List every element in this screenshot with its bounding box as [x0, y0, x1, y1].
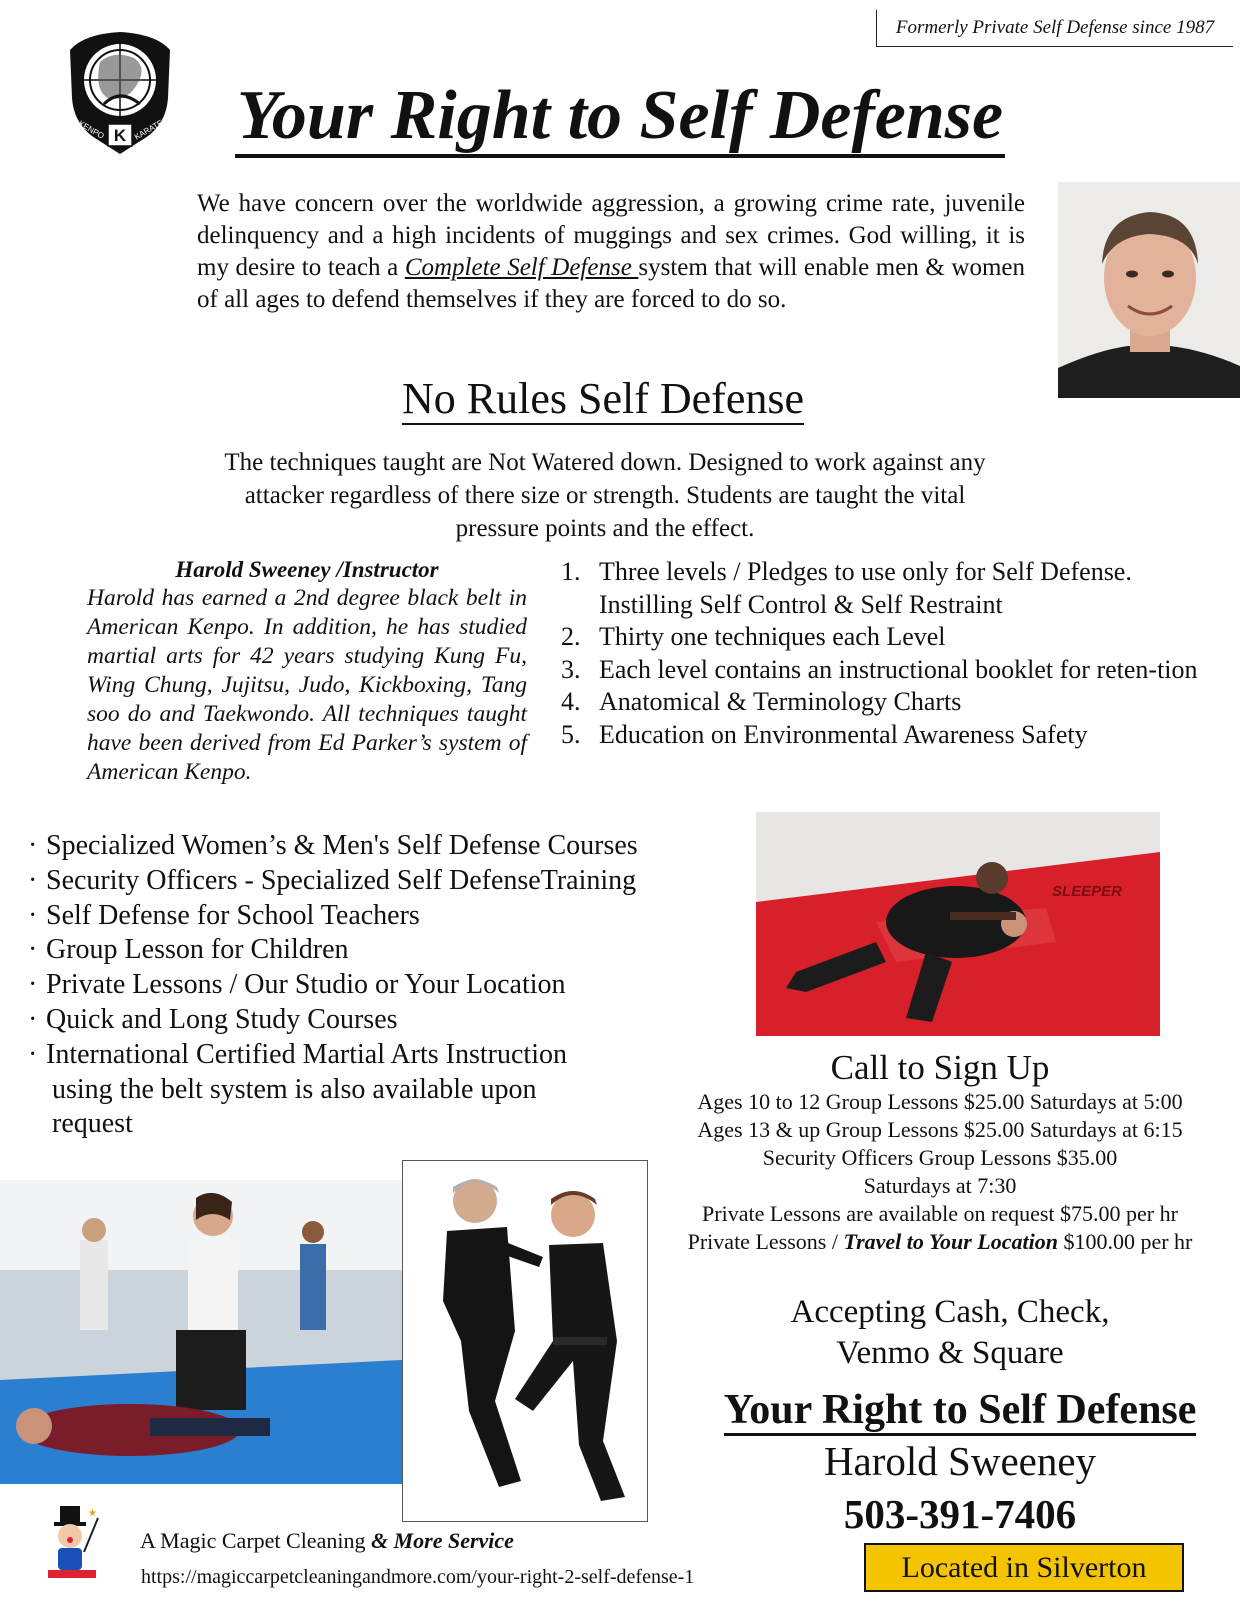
list-item: · Quick and Long Study Courses — [28, 1003, 728, 1038]
instructor-title: Harold Sweeney /Instructor — [175, 557, 439, 582]
page-title: Your Right to Self Defense — [0, 76, 1240, 156]
group-class-photo — [0, 1180, 402, 1484]
complete-self-defense-highlight: Complete Self Defense — [404, 254, 639, 281]
pricing-line: Private Lessons are available on request $75.00 per hr — [702, 1201, 1178, 1226]
sparring-photo — [402, 1160, 648, 1522]
intro-paragraph: We have concern over the worldwide aggression, a growing crime rate, juvenile delinquency and a high incidents of muggings and sex crimes. God willing, it is my desire to teach a Complete Self Defense system that will enable men & women of all ages to defend themselves if they are forced to do so. — [197, 190, 1025, 313]
list-item: 3. Each level contains an instructional booklet for reten-tion — [561, 654, 1198, 684]
svg-text:KARATE: KARATE — [132, 118, 165, 142]
magic-carpet-mascot-icon — [44, 1504, 100, 1584]
instructor-bio: Harold has earned a 2nd degree black belt in American Kenpo. In addition, he has studied martial arts for 42 years studying Kung Fu, Wing Chung, Jujitsu, Judo, Kickboxing, Tang soo do and Taekwondo. All techniques taught have been derived from Ed Parker’s system of American Kenpo. — [87, 585, 527, 785]
sleeper-hold-photo — [756, 812, 1160, 1036]
list-item: · International Certified Martial Arts Instruction — [28, 1038, 728, 1073]
list-item: · Security Officers - Specialized Self DefenseTraining — [28, 864, 728, 899]
list-item: · Group Lesson for Children — [28, 933, 728, 968]
location-badge: Located in Silverton — [864, 1543, 1184, 1592]
pricing-line: Security Officers Group Lessons $35.00 — [762, 1145, 1118, 1170]
instructor-name: Harold Sweeney — [823, 1438, 1097, 1484]
list-item-continuation: using the belt system is also available upon — [52, 1073, 537, 1105]
signup-section — [640, 1048, 1240, 1256]
list-item: 2. Thirty one techniques each Level — [561, 622, 946, 651]
instructor-portrait-photo — [1058, 182, 1240, 398]
list-item: · Self Defense for School Teachers — [28, 899, 728, 934]
levels-list — [561, 556, 1221, 751]
payment-methods: Accepting Cash, Check, Venmo & Square — [790, 1294, 1110, 1371]
list-item-continuation: request — [52, 1108, 133, 1140]
pricing-line: Ages 13 & up Group Lessons $25.00 Saturdays at 6:15 — [697, 1117, 1183, 1142]
service-credit: A Magic Carpet Cleaning & More Service — [140, 1528, 514, 1553]
list-item: 5. Education on Environmental Awareness Safety — [561, 719, 1088, 749]
svg-text:K: K — [113, 126, 127, 145]
techniques-description: The techniques taught are Not Watered down. Designed to work against any attacker regardless of there size or strength. Students are taught the vital pressure points and the effect. — [224, 449, 986, 542]
list-item: 1. Three levels / Pledges to use only for Self Defense. Instilling Self Control & Self Restraint — [561, 557, 1132, 619]
svg-text:★: ★ — [88, 1508, 97, 1519]
sleeper-label: SLEEPER — [1052, 883, 1123, 900]
website-url: https://magiccarpetcleaningandmore.com/your-right-2-self-defense-1 — [141, 1566, 695, 1588]
pricing-line: Ages 10 to 12 Group Lessons $25.00 Saturdays at 5:00 — [697, 1089, 1183, 1114]
list-item: · Private Lessons / Our Studio or Your Location — [28, 968, 728, 1003]
phone-number: 503-391-7406 — [843, 1491, 1077, 1537]
svg-text:KENPO: KENPO — [76, 118, 106, 141]
list-item: · Specialized Women’s & Men's Self Defense Courses — [28, 829, 728, 864]
list-item: 4. Anatomical & Terminology Charts — [561, 687, 962, 716]
courses-list — [28, 829, 728, 1142]
signup-heading: Call to Sign Up — [830, 1048, 1050, 1087]
tagline: Formerly Private Self Defense since 1987 — [876, 10, 1233, 47]
brand-name: Your Right to Self Defense — [680, 1385, 1240, 1435]
pricing-line: Private Lessons / Travel to Your Location $100.00 per hr — [687, 1229, 1193, 1254]
pricing-line: Saturdays at 7:30 — [863, 1173, 1017, 1198]
no-rules-heading: No Rules Self Defense — [401, 374, 804, 423]
